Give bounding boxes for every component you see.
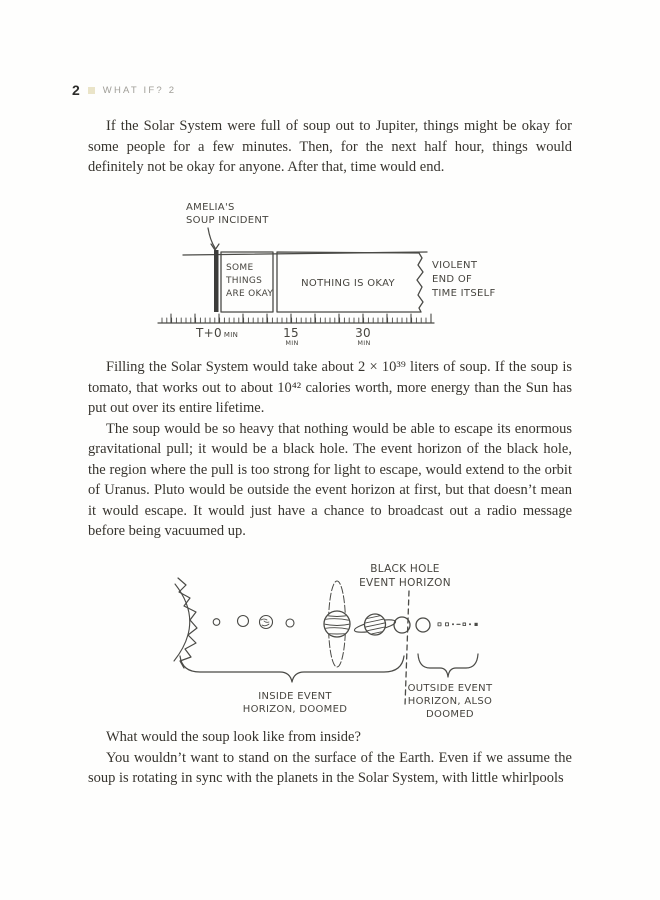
sun-inner-arc — [174, 584, 190, 661]
kuiper-objects-icon — [438, 623, 478, 626]
paragraph: What would the soup look like from inside? — [106, 729, 361, 745]
box1-line1: SOME — [226, 263, 254, 273]
page-number: 2 — [72, 82, 80, 98]
axis-15-label: 15 — [283, 326, 299, 340]
axis-15-unit: MIN — [285, 339, 299, 347]
axis-30-label: 30 — [355, 326, 371, 340]
box1-line2: THINGS — [226, 276, 263, 286]
axis-30-unit: MIN — [357, 339, 371, 347]
soup-incident-marker — [214, 250, 219, 312]
paragraph: If the Solar System were full of soup out to Jupiter, things might be okay for some people for a few minutes. Then, for the next half hour, things would definitely not be okay for anyone. After that, time would end. — [88, 118, 572, 175]
header-bullet-icon — [88, 87, 95, 94]
text-block-bottom — [88, 727, 572, 789]
paragraph: The soup would be so heavy that nothing would be able to escape its enormous gravitational pull; it would be a black hole. The event horizon of the black hole, the region where the pull is too strong for light to escape, would extend to the orbit of Uranus. Pluto would be outside the event horizon at first, but that doesn’t mean it would escape. It would just have a chance to broadcast out a radio message before being vacuumed up. — [88, 420, 572, 539]
ruler-minor-ticks — [162, 318, 426, 323]
end-label-line1: VIOLENT — [432, 260, 478, 271]
timeline-annotation-line1: AMELIA'S — [186, 202, 235, 213]
axis-t0-value: T+0 — [196, 326, 222, 340]
mercury-icon — [213, 619, 220, 626]
text-block-intro — [88, 116, 572, 178]
inside-label-line1: INSIDE EVENT — [258, 691, 332, 702]
mars-icon — [286, 619, 294, 627]
earth-shading — [261, 619, 269, 626]
blackhole-title-line2: EVENT HORIZON — [359, 577, 451, 589]
timeline-annotation-line2: SOUP INCIDENT — [186, 215, 269, 226]
blackhole-title-line1: BLACK HOLE — [370, 563, 440, 575]
inside-label-line2: HORIZON, DOOMED — [242, 704, 348, 715]
box2-label: NOTHING IS OKAY — [301, 278, 395, 289]
neptune-icon — [416, 618, 430, 632]
venus-icon — [238, 616, 249, 627]
end-label-line3: TIME ITSELF — [432, 288, 496, 299]
timeline-diagram — [150, 196, 520, 356]
outside-label-line2: HORIZON, ALSO — [407, 696, 493, 707]
inside-brace — [180, 656, 404, 682]
axis-t0-label — [195, 326, 238, 340]
outside-label-line1: OUTSIDE EVENT — [407, 683, 493, 694]
axis-t0-unit: MIN — [223, 331, 239, 339]
running-header-title: WHAT IF? 2 — [102, 84, 177, 96]
running-header — [72, 82, 176, 98]
blackhole-diagram — [150, 558, 530, 728]
uranus-icon — [394, 617, 410, 633]
outside-brace — [418, 654, 478, 677]
text-block-middle — [88, 357, 572, 542]
jupiter-icon — [324, 611, 350, 637]
box1-line3: ARE OKAY — [226, 289, 274, 299]
end-label-line2: END OF — [432, 274, 473, 285]
paragraph: Filling the Solar System would take about 2 × 10³⁹ liters of soup. If the soup is tomato, that works out to about 10⁴² calories worth, more energy than the Sun has put out over its entire lifetime. — [88, 359, 572, 416]
paragraph: You wouldn’t want to stand on the surface of the Earth. Even if we assume the soup is rotating in sync with the planets in the Solar System, with little whirlpools — [88, 749, 572, 786]
outside-label-line3: DOOMED — [426, 709, 474, 720]
